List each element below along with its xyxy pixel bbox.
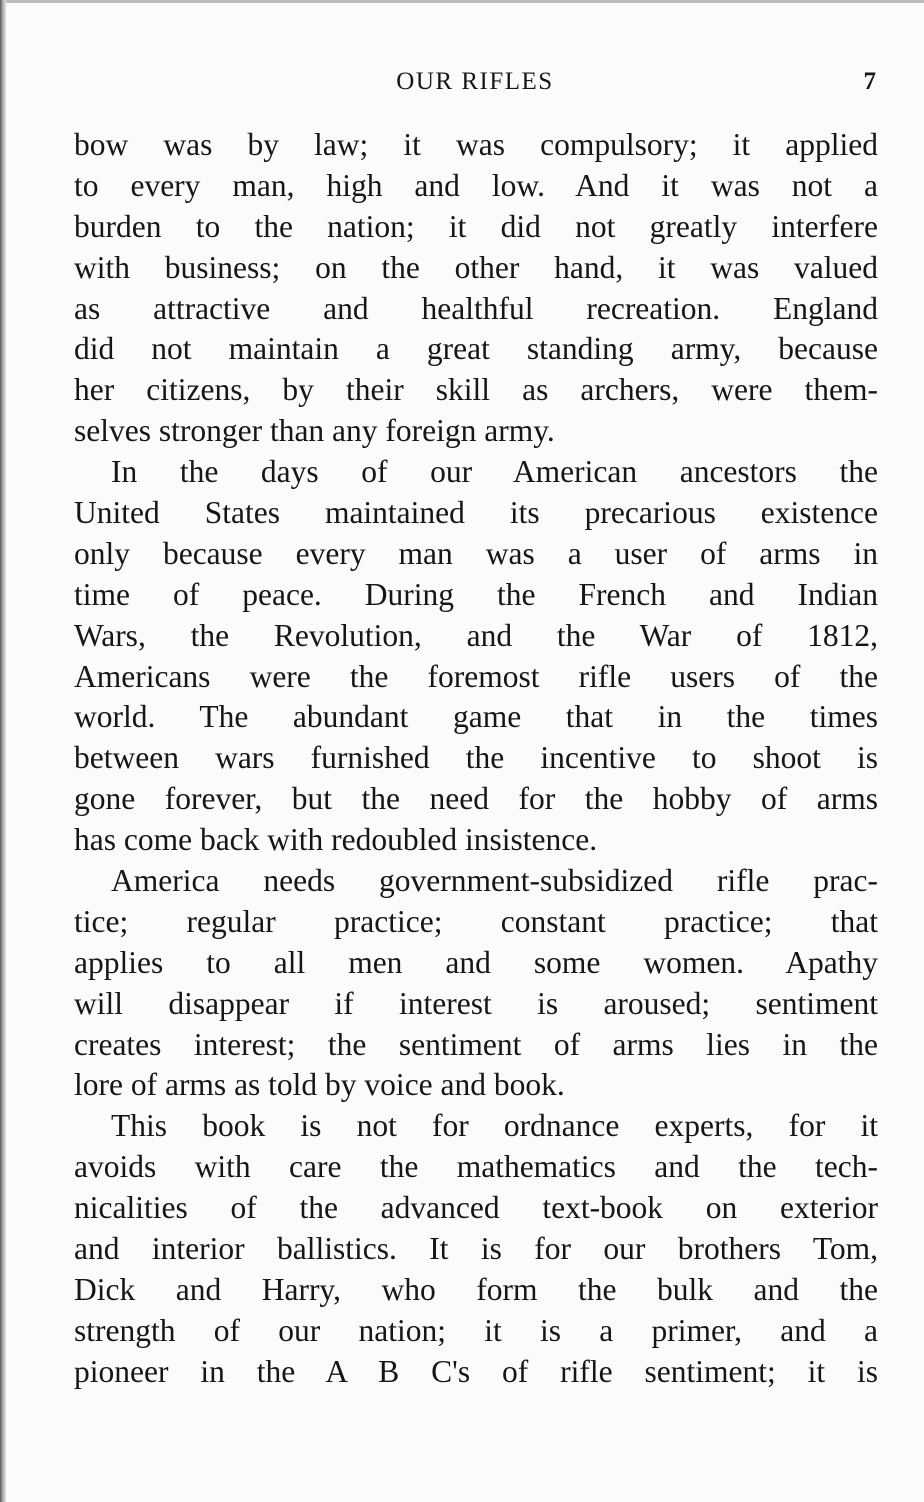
text-line: burden to the nation; it did not greatly interfere: [74, 208, 878, 244]
paragraph-4: [74, 1106, 878, 1392]
page-top-edge: [0, 0, 924, 3]
text-line: lore of arms as told by voice and book.: [74, 1067, 565, 1103]
text-line: strength of our nation; it is a primer, and a: [74, 1312, 878, 1348]
running-header: [74, 68, 876, 102]
text-line: between wars furnished the incentive to shoot is: [74, 740, 878, 776]
text-line: selves stronger than any foreign army.: [74, 413, 555, 449]
text-line: to every man, high and low. And it was not a: [74, 167, 878, 203]
text-line: nicalities of the advanced text-book on exterior: [74, 1190, 878, 1226]
text-line: and interior ballistics. It is for our brothers Tom,: [74, 1231, 878, 1267]
paragraph-2: [74, 452, 878, 861]
page-binding-edge: [0, 0, 6, 1502]
text-line: In the days of our American ancestors the: [111, 454, 878, 490]
text-line: applies to all men and some women. Apathy: [74, 944, 878, 980]
paragraph-3: [74, 861, 878, 1106]
text-line: with business; on the other hand, it was valued: [74, 249, 878, 285]
text-line: Wars, the Revolution, and the War of 1812,: [74, 617, 878, 653]
text-line: gone forever, but the need for the hobby of arms: [74, 781, 878, 817]
text-line: Americans were the foremost rifle users of the: [74, 658, 878, 694]
running-title: OUR RIFLES: [396, 68, 554, 95]
text-line: will disappear if interest is aroused; sentiment: [74, 985, 878, 1021]
text-line: United States maintained its precarious existence: [74, 495, 878, 531]
body-text: [74, 125, 878, 1393]
text-line: as attractive and healthful recreation. England: [74, 290, 878, 326]
text-line: world. The abundant game that in the times: [74, 699, 878, 735]
text-line: pioneer in the A B C's of rifle sentiment; it is: [74, 1353, 878, 1389]
text-line: tice; regular practice; constant practice; that: [74, 903, 878, 939]
text-line: Dick and Harry, who form the bulk and the: [74, 1271, 878, 1307]
text-line: has come back with redoubled insistence.: [74, 822, 598, 858]
text-line: her citizens, by their skill as archers, were them-: [74, 372, 878, 408]
text-line: only because every man was a user of arms in: [74, 535, 878, 571]
text-line: creates interest; the sentiment of arms lies in the: [74, 1026, 878, 1062]
page-number: 7: [863, 68, 876, 95]
text-line: did not maintain a great standing army, because: [74, 331, 878, 367]
text-line: This book is not for ordnance experts, for it: [111, 1108, 878, 1144]
text-line: bow was by law; it was compulsory; it applied: [74, 127, 878, 162]
paragraph-1: [74, 125, 878, 452]
text-line: avoids with care the mathematics and the tech-: [74, 1149, 878, 1185]
text-line: time of peace. During the French and Indian: [74, 576, 878, 612]
text-line: America needs government-subsidized rifle prac-: [111, 863, 878, 899]
